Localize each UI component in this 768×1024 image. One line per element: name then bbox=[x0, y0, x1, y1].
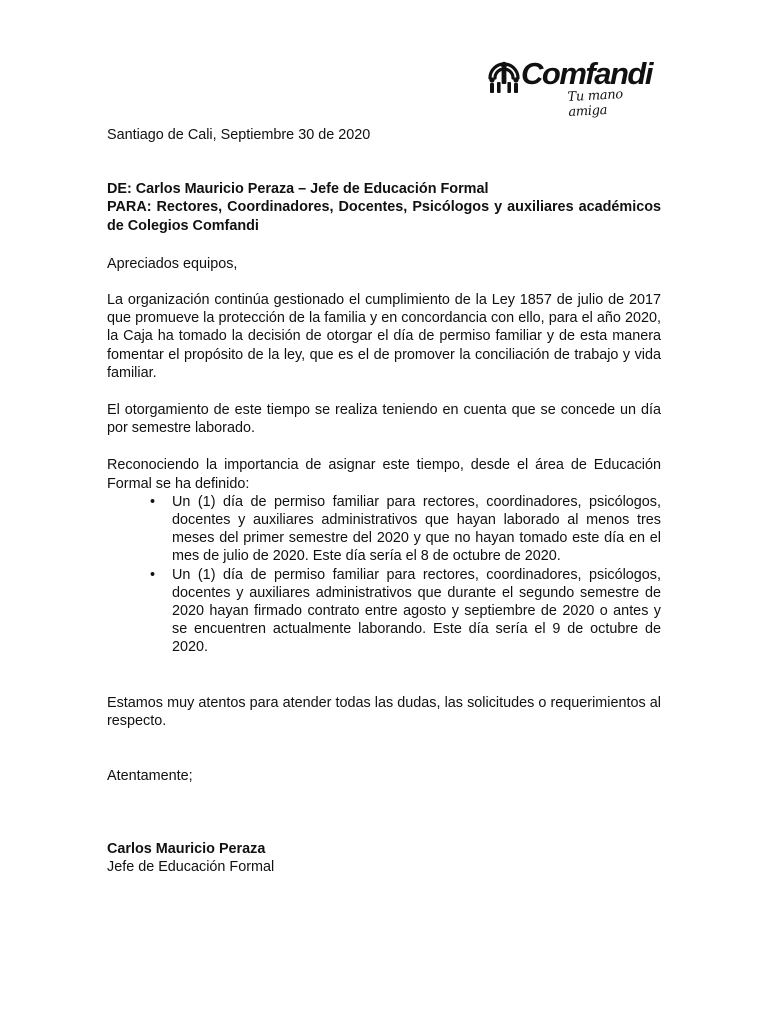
letter-body bbox=[107, 126, 661, 877]
bullet-list bbox=[107, 493, 661, 657]
definitions-section bbox=[107, 456, 661, 656]
list-item-text: Un (1) día de permiso familiar para rectores, coordinadores, psicólogos, docentes y auxiliares administrativos que durante el segundo semestre de 2020 hayan firmado contrato entre agosto y septiembre de 2020 o antes y se encuentren actualmente laborando. Este día sería el 9 de octubre de 2020. bbox=[172, 566, 661, 656]
closing: Atentamente; bbox=[107, 768, 193, 785]
greeting: Apreciados equipos, bbox=[107, 255, 238, 272]
from-line: DE: Carlos Mauricio Peraza – Jefe de Educación Formal bbox=[107, 181, 489, 198]
paragraph-3: Reconociendo la importancia de asignar este tiempo, desde el área de Educación Formal se ha definido: bbox=[107, 457, 661, 492]
bullet-icon: • bbox=[150, 493, 156, 510]
signer-name: Carlos Mauricio Peraza bbox=[107, 841, 266, 858]
logo-tagline: Tu mano amiga bbox=[567, 87, 624, 120]
letter-header bbox=[107, 180, 661, 235]
paragraph-4: Estamos muy atentos para atender todas las dudas, las solicitudes o requerimientos al respecto. bbox=[107, 694, 661, 729]
to-line: PARA: Rectores, Coordinadores, Docentes, Psicólogos y auxiliares académicos de Colegios Comfandi bbox=[107, 199, 661, 234]
list-item-text: Un (1) día de permiso familiar para rectores, coordinadores, psicólogos, docentes y auxiliares administrativos que hayan laborado al menos tres meses del primer semestre del 2020 y que no hayan tomado este día en el mes de julio de 2020. Este día sería el 8 de octubre de 2020. bbox=[172, 493, 661, 565]
list-item bbox=[107, 493, 661, 566]
paragraph-1: La organización continúa gestionado el cumplimiento de la Ley 1857 de julio de 2017 que promueve la protección de la familia y en concordancia con ello, para el año 2020, la Caja ha tomado la decisión de otorgar el día de permiso familiar y de esta manera fomentar el propósito de la ley, que es el de promover la conciliación de trabajo y vida familiar. bbox=[107, 292, 661, 381]
date-line: Santiago de Cali, Septiembre 30 de 2020 bbox=[107, 127, 371, 143]
paragraph-2: El otorgamiento de este tiempo se realiza teniendo en cuenta que se concede un día por semestre laborado. bbox=[107, 402, 661, 437]
logo-brand-name: Comfandi bbox=[521, 56, 652, 91]
comfandi-logo bbox=[484, 56, 664, 118]
comfandi-emblem-icon bbox=[484, 56, 524, 96]
signer-title: Jefe de Educación Formal bbox=[107, 859, 275, 876]
bullet-icon: • bbox=[150, 566, 156, 583]
list-item bbox=[107, 566, 661, 657]
